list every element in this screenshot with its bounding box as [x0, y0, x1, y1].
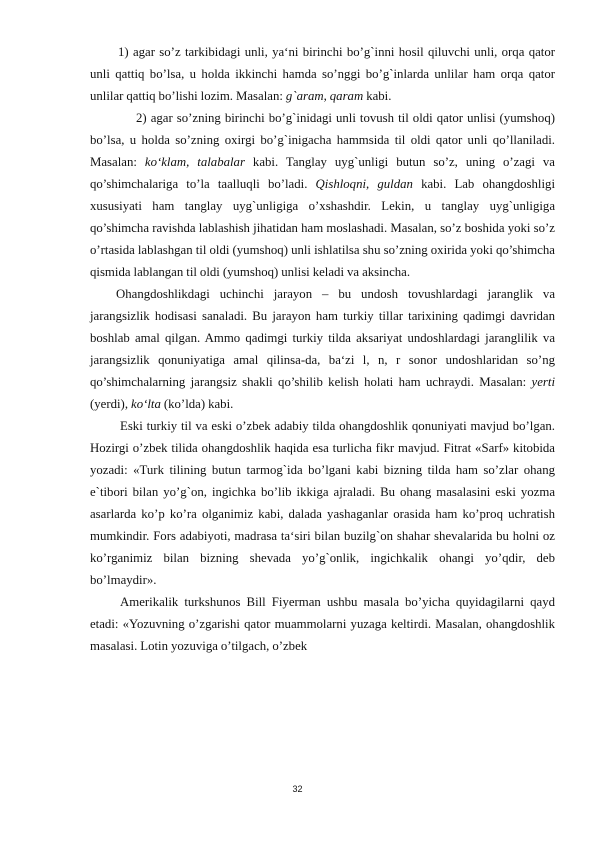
paragraph-2 [90, 107, 555, 283]
example-word: yerti [531, 375, 555, 389]
text-run: Amerikalik turkshunos Bill Fiyerman ushbu masala bo’yicha quyidagilarni qayd etadi: «Yozuvning o’zgarishi qator muammolarni yuzaga keltirdi. Masalan, ohangdoshlik masalasi. Lotin yozuviga o’tilgach, o’zbek [90, 595, 555, 653]
paragraph-5 [90, 591, 555, 657]
example-word: g`aram, qaram [285, 89, 364, 103]
text-run: (yerdi), [90, 397, 132, 411]
text-run: kabi. Tanglay uyg`unligi butun so’z, uning o’zagi va qo’shimchalariga to’la taalluqli bo’ladi. [90, 155, 555, 191]
page-number: 32 [292, 784, 303, 794]
paragraph-4 [90, 415, 555, 591]
text-run: (ko’lda) kabi. [160, 397, 234, 411]
text-run: 1) agar so’z tarkibidagi unli, ya‘ni birinchi bo’g`inni hosil qiluvchi unli, orqa qator unli qattiq bo’lsa, u holda ikkinchi hamda so’nggi bo’g`inlarda unlilar ham orqa qator unlilar qattiq bo’lishi lozim. Masalan: [90, 45, 555, 103]
example-word: ko‘lta [131, 397, 161, 411]
paragraph-1 [90, 41, 555, 107]
paragraph-3 [90, 283, 555, 415]
example-word: ko‘klam, talabalar [144, 155, 245, 169]
body-text [90, 41, 555, 657]
text-run: kabi. [363, 89, 392, 103]
text-run: kabi. Lab ohangdoshligi xususiyati ham tanglay uyg`unligiga o’xshashdir. Lekin, u tanglay uyg`unligiga qo’shimcha ravishda lablashish jihatidan ham moslashadi. Masalan, so’z boshida yoki so’z o’rtasida lablashgan til oldi (yumshoq) unli ishlatilsa shu so’zning oxirida yoki qo’shimcha qismida lablangan til oldi (yumshoq) unlisi keladi va aksincha. [90, 177, 555, 279]
text-run: Ohangdoshlikdagi uchinchi jarayon – bu undosh tovushlardagi jaranglik va jarangsizlik hodisasi sanaladi. Bu jarayon ham turkiy tillar tarixining qadimgi davridan boshlab amal qilgan. Ammo qadimgi turkiy tilda aksariyat undoshlardagi jaranglilik va jarangsizlik qonuniyatiga amal qilinsa-da, ba‘zi l, n, r sonor undoshlaridan so’ng qo’shimchalarning jarangsiz shakli qo’shilib kelish holati ham uchraydi. Masalan: [90, 287, 555, 389]
text-run: Eski turkiy til va eski o’zbek adabiy tilda ohangdoshlik qonuniyati mavjud bo’lgan. Hozirgi o’zbek tilida ohangdoshlik haqida esa turlicha fikr mavjud. Fitrat «Sarf» kitobida yozadi: «Turk tilining butun tarmog`ida bo’lgani kabi bizning tilda ham so’zlar ohang e`tibori bilan yo’g`on, ingichka bo’lib ikkiga ajraladi. Bu ohang masalasini eski yozma asarlarda ko’p ko’ra olganimiz kabi, dalada yashaganlar orasida ham ko’proq uchratish mumkindir. Fors adabiyoti, madrasa ta‘siri bilan buzilg`on shahar shevalarida bu holni oz ko’rganimiz bilan bizning shevada yo’g`onlik, ingichkalik ohangi yo’qdir, deb bo’lmaydir». [90, 419, 555, 587]
text-run: 2) agar so’zning birinchi bo’g`inidagi unli tovush til oldi qator unlisi (yumshoq) bo’lsa, u holda so’zning oxirgi bo’g`inigacha hammsida til oldi qator unli qo’llaniladi. Masalan: [90, 111, 555, 169]
example-word: Qishloqni, guldan [315, 177, 413, 191]
